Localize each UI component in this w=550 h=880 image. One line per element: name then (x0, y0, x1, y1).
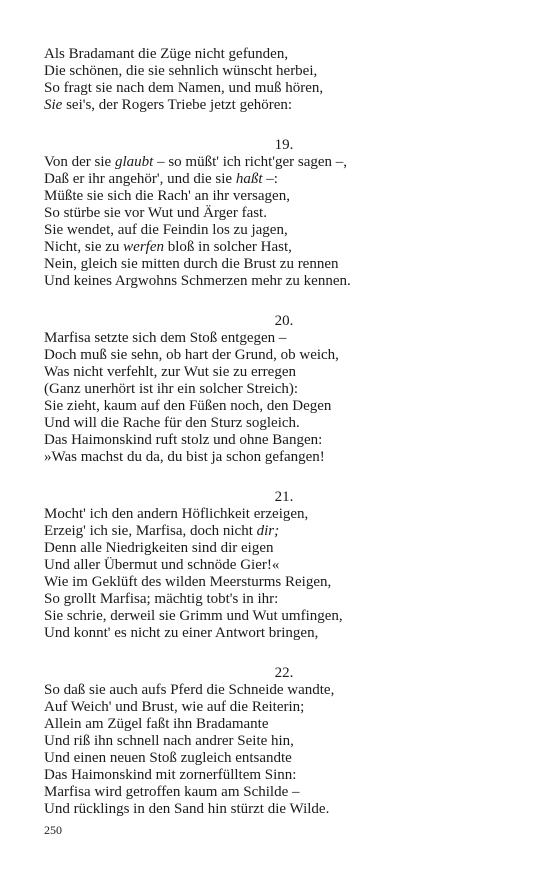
verse-line: Auf Weich' und Brust, wie auf die Reiterin; (44, 699, 305, 715)
verse-line: Und riß ihn schnell nach andrer Seite hin, (44, 733, 294, 749)
stanza-number: 21. (274, 489, 294, 505)
verse-line: Und rücklings in den Sand hin stürzt die Wilde. (44, 801, 330, 817)
stanza-number: 19. (274, 137, 294, 153)
emphasized-word: werfen (123, 239, 164, 255)
stanza (44, 313, 514, 466)
verse-line: Daß er ihr angehör', und die sie haßt –: (44, 171, 278, 187)
verse-line: Von der sie glaubt – so müßt' ich richt'ger sagen –, (44, 154, 348, 170)
verse-line: So daß sie auch aufs Pferd die Schneide wandte, (44, 682, 335, 698)
emphasized-word: glaubt (114, 154, 154, 170)
page-number: 250 (44, 823, 62, 837)
verse-line: Und keines Argwohns Schmerzen mehr zu kennen. (44, 273, 351, 289)
verse-line: Sie sei's, der Rogers Triebe jetzt gehören: (44, 97, 293, 113)
stanza (44, 46, 514, 114)
verse-line: Sie schrie, derweil sie Grimm und Wut umfingen, (44, 608, 343, 624)
verse-line: Nicht, sie zu werfen bloß in solcher Hast, (44, 239, 292, 255)
verse-line: Marfisa setzte sich dem Stoß entgegen – (44, 330, 287, 346)
verse-line: Was nicht verfehlt, zur Wut sie zu erregen (44, 364, 296, 380)
verse-line: Doch muß sie sehn, ob hart der Grund, ob weich, (44, 347, 339, 363)
verse-line: Denn alle Niedrigkeiten sind dir eigen (44, 540, 274, 556)
verse-line: Sie wendet, auf die Feindin los zu jagen, (44, 222, 288, 238)
verse-line: Nein, gleich sie mitten durch die Brust zu rennen (44, 256, 339, 272)
stanza (44, 665, 514, 818)
verse-line: Und konnt' es nicht zu einer Antwort bringen, (44, 625, 319, 641)
verse-line: (Ganz unerhört ist ihr ein solcher Streich): (44, 381, 299, 397)
verse-line: Das Haimonskind mit zornerfülltem Sinn: (44, 767, 297, 783)
verse-line: Allein am Zügel faßt ihn Bradamante (44, 716, 269, 732)
verse-line: Marfisa wird getroffen kaum am Schilde – (44, 784, 300, 800)
verse-line: »Was machst du da, du bist ja schon gefangen! (44, 449, 325, 465)
stanza (44, 137, 514, 290)
verse-line: Und einen neuen Stoß zugleich entsandte (44, 750, 292, 766)
verse-line: Wie im Geklüft des wilden Meersturms Reigen, (44, 574, 332, 590)
stanza (44, 489, 514, 642)
verse-line: Sie zieht, kaum auf den Füßen noch, den Degen (44, 398, 332, 414)
verse-line: Und will die Rache für den Sturz sogleich. (44, 415, 300, 431)
verse-line: Und aller Übermut und schnöde Gier!« (44, 557, 280, 573)
stanza-number: 22. (274, 665, 294, 681)
verse-line: Mocht' ich den andern Höflichkeit erzeigen, (44, 506, 309, 522)
verse-line: So grollt Marfisa; mächtig tobt's in ihr: (44, 591, 279, 607)
emphasized-word: dir; (256, 523, 280, 539)
stanza-number: 20. (274, 313, 294, 329)
emphasized-word: haßt (235, 171, 263, 187)
poem-page (44, 46, 514, 818)
verse-line: Müßte sie sich die Rach' an ihr versagen, (44, 188, 290, 204)
verse-line: Erzeig' ich sie, Marfisa, doch nicht dir; (44, 523, 280, 539)
emphasized-word: Sie (44, 97, 63, 113)
verse-line: Das Haimonskind ruft stolz und ohne Bangen: (44, 432, 323, 448)
verse-line: So fragt sie nach dem Namen, und muß hören, (44, 80, 324, 96)
verse-line: So stürbe sie vor Wut und Ärger fast. (44, 205, 267, 221)
verse-line: Die schönen, die sie sehnlich wünscht herbei, (44, 63, 318, 79)
verse-line: Als Bradamant die Züge nicht gefunden, (44, 46, 289, 62)
